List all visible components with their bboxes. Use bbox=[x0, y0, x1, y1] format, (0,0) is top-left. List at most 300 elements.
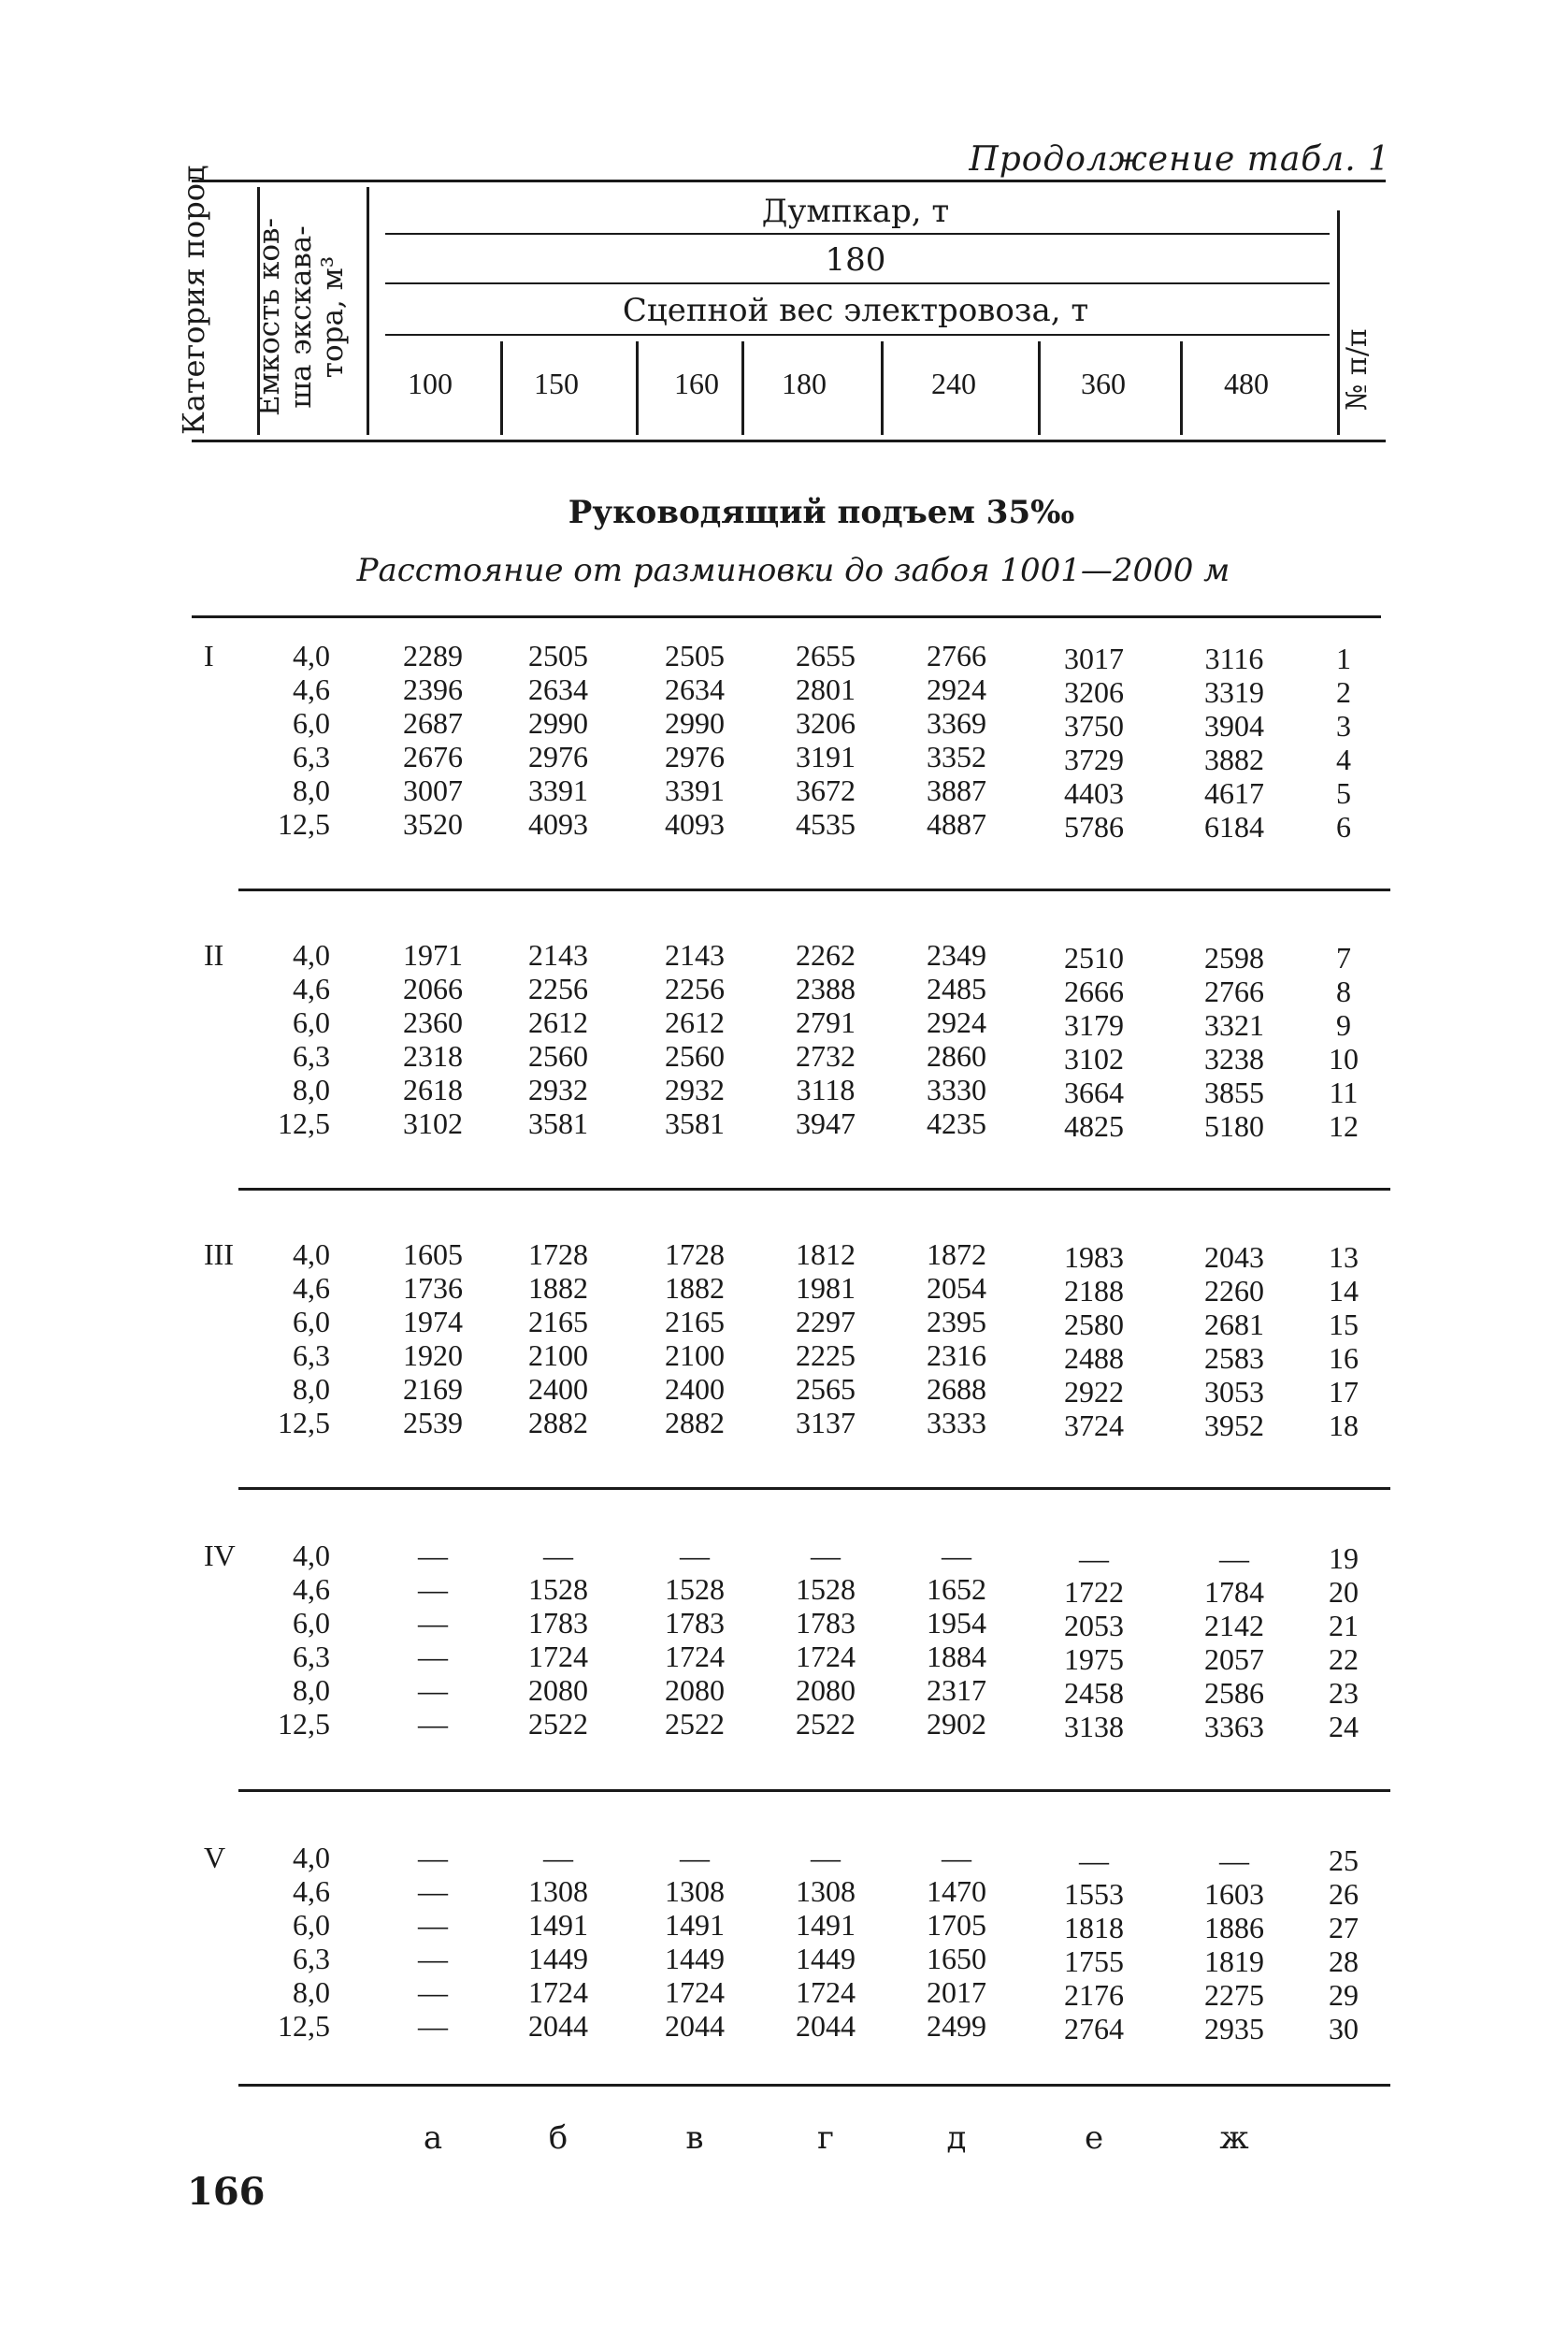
table-cell: 1652 bbox=[927, 1572, 986, 1606]
table-cell: 2396 bbox=[403, 672, 463, 706]
table-cell: 1724 bbox=[665, 1975, 725, 2009]
table-cell: 2485 bbox=[927, 972, 986, 1005]
table-cell: 1528 bbox=[665, 1572, 725, 1606]
column-letter: а bbox=[423, 2119, 443, 2157]
bucket-header bbox=[253, 195, 354, 439]
table-cell: 2053 bbox=[1064, 1609, 1124, 1642]
table-cell: 3369 bbox=[927, 706, 986, 740]
table-cell: 2316 bbox=[927, 1338, 986, 1372]
row-number: 27 bbox=[1329, 1911, 1359, 1944]
row-number: 4 bbox=[1336, 743, 1351, 776]
row-number: 7 bbox=[1336, 941, 1351, 975]
table-cell: — bbox=[1219, 1541, 1249, 1575]
weight-divider bbox=[500, 341, 503, 435]
table-cell: 2583 bbox=[1204, 1341, 1264, 1375]
row-number: 16 bbox=[1329, 1341, 1359, 1375]
table-cell: 1724 bbox=[528, 1640, 588, 1673]
table-cell: — bbox=[418, 1942, 448, 1975]
table-cell: 1470 bbox=[927, 1874, 986, 1908]
table-cell: 1308 bbox=[528, 1874, 588, 1908]
table-cell: 2080 bbox=[528, 1673, 588, 1707]
table-cell: 2990 bbox=[528, 706, 588, 740]
table-cell: 2598 bbox=[1204, 941, 1264, 975]
table-cell: 4403 bbox=[1064, 776, 1124, 810]
table-cell: 2922 bbox=[1064, 1375, 1124, 1409]
row-number: 18 bbox=[1329, 1409, 1359, 1442]
table-cell: 2586 bbox=[1204, 1676, 1264, 1710]
table-cell: — bbox=[418, 1673, 448, 1707]
table-cell: 2054 bbox=[927, 1271, 986, 1305]
row-number: 3 bbox=[1336, 709, 1351, 743]
bucket-capacity: 12,5 bbox=[278, 807, 330, 841]
row-number: 14 bbox=[1329, 1274, 1359, 1308]
table-cell: 2634 bbox=[665, 672, 725, 706]
table-cell: 3102 bbox=[1064, 1042, 1124, 1076]
table-cell: 1783 bbox=[665, 1606, 725, 1640]
table-cell: 2565 bbox=[796, 1372, 856, 1406]
table-cell: 1981 bbox=[796, 1271, 856, 1305]
table-cell: 2349 bbox=[927, 938, 986, 972]
row-number: 22 bbox=[1329, 1642, 1359, 1676]
table-cell: 3138 bbox=[1064, 1710, 1124, 1743]
row-number: 8 bbox=[1336, 975, 1351, 1008]
table-cell: 2902 bbox=[927, 1707, 986, 1741]
table-cell: — bbox=[418, 1975, 448, 2009]
table-cell: 1755 bbox=[1064, 1944, 1124, 1978]
table-cell: 3882 bbox=[1204, 743, 1264, 776]
table-cell: — bbox=[418, 2009, 448, 2043]
table-cell: 2165 bbox=[528, 1305, 588, 1338]
table-cell: 2044 bbox=[528, 2009, 588, 2043]
bucket-capacity: 12,5 bbox=[278, 1406, 330, 1439]
category-label: I bbox=[204, 639, 214, 672]
table-cell: 2687 bbox=[403, 706, 463, 740]
bucket-capacity: 6,3 bbox=[293, 740, 330, 773]
row-number: 12 bbox=[1329, 1109, 1359, 1143]
table-cell: 1971 bbox=[403, 938, 463, 972]
table-cell: 4617 bbox=[1204, 776, 1264, 810]
table-cell: 3238 bbox=[1204, 1042, 1264, 1076]
table-cell: 1449 bbox=[665, 1942, 725, 1975]
row-number: 9 bbox=[1336, 1008, 1351, 1042]
table-cell: 2505 bbox=[528, 639, 588, 672]
table-cell: 5180 bbox=[1204, 1109, 1264, 1143]
table-cell: 2488 bbox=[1064, 1341, 1124, 1375]
table-cell: 2400 bbox=[665, 1372, 725, 1406]
table-cell: 3581 bbox=[665, 1106, 725, 1140]
bucket-capacity: 4,0 bbox=[293, 1237, 330, 1271]
table-cell: 2764 bbox=[1064, 2012, 1124, 2045]
table-cell: 1491 bbox=[665, 1908, 725, 1942]
table-cell: 2791 bbox=[796, 1005, 856, 1039]
bucket-capacity: 4,0 bbox=[293, 1841, 330, 1874]
table-cell: 1650 bbox=[927, 1942, 986, 1975]
category-header: Категория пород bbox=[176, 165, 211, 435]
weight-divider bbox=[636, 341, 639, 435]
table-cell: 3191 bbox=[796, 740, 856, 773]
bucket-capacity: 4,0 bbox=[293, 1539, 330, 1572]
table-cell: 3520 bbox=[403, 807, 463, 841]
table-cell: 1954 bbox=[927, 1606, 986, 1640]
table-cell: 1812 bbox=[796, 1237, 856, 1271]
table-cell: 2882 bbox=[665, 1406, 725, 1439]
loco-weight-header: Сцепной вес электровоза, т bbox=[622, 292, 1089, 329]
bucket-capacity: 4,0 bbox=[293, 639, 330, 672]
header-divider bbox=[1337, 210, 1340, 435]
table-cell: 1528 bbox=[796, 1572, 856, 1606]
row-number: 25 bbox=[1329, 1843, 1359, 1877]
table-cell: 1728 bbox=[665, 1237, 725, 1271]
table-cell: 1722 bbox=[1064, 1575, 1124, 1609]
table-cell: 3116 bbox=[1204, 642, 1264, 675]
column-letter: б bbox=[548, 2119, 568, 2157]
category-label: III bbox=[204, 1237, 234, 1271]
bucket-capacity: 4,6 bbox=[293, 972, 330, 1005]
table-cell: 2395 bbox=[927, 1305, 986, 1338]
table-cell: 2801 bbox=[796, 672, 856, 706]
table-cell: 3363 bbox=[1204, 1710, 1264, 1743]
table-cell: 1783 bbox=[796, 1606, 856, 1640]
table-cell: 2860 bbox=[927, 1039, 986, 1073]
table-cell: 3319 bbox=[1204, 675, 1264, 709]
table-cell: 4093 bbox=[528, 807, 588, 841]
table-cell: 3053 bbox=[1204, 1375, 1264, 1409]
table-cell: — bbox=[418, 1606, 448, 1640]
category-label: V bbox=[204, 1841, 226, 1874]
group-rule bbox=[192, 615, 1381, 618]
table-cell: 2080 bbox=[665, 1673, 725, 1707]
group-rule bbox=[238, 2084, 1390, 2087]
row-number: 30 bbox=[1329, 2012, 1359, 2045]
table-cell: 2766 bbox=[927, 639, 986, 672]
bucket-capacity: 8,0 bbox=[293, 1975, 330, 2009]
table-cell: 1724 bbox=[665, 1640, 725, 1673]
table-cell: 2169 bbox=[403, 1372, 463, 1406]
table-cell: — bbox=[680, 1539, 710, 1572]
table-cell: 2165 bbox=[665, 1305, 725, 1338]
bucket-header-line: тора, м³ bbox=[316, 255, 350, 379]
row-number: 20 bbox=[1329, 1575, 1359, 1609]
table-cell: 3391 bbox=[528, 773, 588, 807]
table-cell: 2882 bbox=[528, 1406, 588, 1439]
bucket-capacity: 6,3 bbox=[293, 1942, 330, 1975]
header-bottom-rule bbox=[192, 440, 1386, 442]
table-cell: 2676 bbox=[403, 740, 463, 773]
table-cell: 4235 bbox=[927, 1106, 986, 1140]
bucket-capacity: 6,3 bbox=[293, 1640, 330, 1673]
row-number: 28 bbox=[1329, 1944, 1359, 1978]
table-cell: 2066 bbox=[403, 972, 463, 1005]
weight-header: 160 bbox=[674, 367, 719, 400]
table-cell: 1308 bbox=[665, 1874, 725, 1908]
group-rule bbox=[238, 1188, 1390, 1191]
table-cell: 1882 bbox=[665, 1271, 725, 1305]
table-cell: 2275 bbox=[1204, 1978, 1264, 2012]
bucket-header-line: Емкость ков- bbox=[252, 218, 286, 416]
table-cell: 2256 bbox=[528, 972, 588, 1005]
row-number: 23 bbox=[1329, 1676, 1359, 1710]
row-number: 5 bbox=[1336, 776, 1351, 810]
row-number: 26 bbox=[1329, 1877, 1359, 1911]
table-cell: 4093 bbox=[665, 807, 725, 841]
table-cell: 3887 bbox=[927, 773, 986, 807]
bucket-capacity: 6,0 bbox=[293, 1606, 330, 1640]
table-cell: 3179 bbox=[1064, 1008, 1124, 1042]
table-cell: 2388 bbox=[796, 972, 856, 1005]
table-cell: 2522 bbox=[528, 1707, 588, 1741]
bucket-capacity: 4,6 bbox=[293, 1874, 330, 1908]
table-cell: 3724 bbox=[1064, 1409, 1124, 1442]
column-letter: ж bbox=[1219, 2119, 1249, 2157]
table-cell: 2612 bbox=[665, 1005, 725, 1039]
weight-divider bbox=[1180, 341, 1183, 435]
table-cell: 2932 bbox=[528, 1073, 588, 1106]
table-cell: 2142 bbox=[1204, 1609, 1264, 1642]
weight-header: 100 bbox=[408, 367, 453, 400]
table-cell: — bbox=[811, 1539, 841, 1572]
table-cell: 1920 bbox=[403, 1338, 463, 1372]
bucket-capacity: 6,3 bbox=[293, 1338, 330, 1372]
table-cell: 2976 bbox=[665, 740, 725, 773]
row-number: 19 bbox=[1329, 1541, 1359, 1575]
table-cell: 2990 bbox=[665, 706, 725, 740]
table-cell: 2634 bbox=[528, 672, 588, 706]
table-cell: 2057 bbox=[1204, 1642, 1264, 1676]
table-cell: 2043 bbox=[1204, 1240, 1264, 1274]
weight-divider bbox=[1038, 341, 1041, 435]
table-cell: — bbox=[942, 1841, 971, 1874]
table-cell: 3102 bbox=[403, 1106, 463, 1140]
row-number: 1 bbox=[1336, 642, 1351, 675]
table-cell: 2080 bbox=[796, 1673, 856, 1707]
bucket-capacity: 4,6 bbox=[293, 1271, 330, 1305]
table-cell: — bbox=[418, 1572, 448, 1606]
bucket-capacity: 8,0 bbox=[293, 1073, 330, 1106]
bucket-capacity: 12,5 bbox=[278, 2009, 330, 2043]
row-number: 2 bbox=[1336, 675, 1351, 709]
row-number: 11 bbox=[1329, 1076, 1359, 1109]
table-cell: 2017 bbox=[927, 1975, 986, 2009]
table-cell: 1308 bbox=[796, 1874, 856, 1908]
table-cell: 1784 bbox=[1204, 1575, 1264, 1609]
table-cell: 2289 bbox=[403, 639, 463, 672]
table-cell: 3672 bbox=[796, 773, 856, 807]
table-cell: 2458 bbox=[1064, 1676, 1124, 1710]
column-letter: в bbox=[685, 2119, 704, 2157]
table-cell: 2044 bbox=[665, 2009, 725, 2043]
table-cell: 2935 bbox=[1204, 2012, 1264, 2045]
row-number: 21 bbox=[1329, 1609, 1359, 1642]
section-subtitle: Расстояние от разминовки до забоя 1001—2000 м bbox=[356, 552, 1230, 589]
table-cell: 1884 bbox=[927, 1640, 986, 1673]
weight-divider bbox=[881, 341, 884, 435]
column-letter: д bbox=[946, 2119, 967, 2157]
table-cell: 1983 bbox=[1064, 1240, 1124, 1274]
table-cell: 2262 bbox=[796, 938, 856, 972]
page-number: 166 bbox=[187, 2170, 266, 2214]
row-number: 6 bbox=[1336, 810, 1351, 844]
table-cell: 2522 bbox=[665, 1707, 725, 1741]
column-letter: е bbox=[1084, 2119, 1104, 2157]
table-cell: — bbox=[942, 1539, 971, 1572]
table-cell: 2260 bbox=[1204, 1274, 1264, 1308]
bucket-capacity: 12,5 bbox=[278, 1707, 330, 1741]
table-cell: 1728 bbox=[528, 1237, 588, 1271]
header-divider bbox=[367, 187, 369, 435]
table-cell: 2499 bbox=[927, 2009, 986, 2043]
row-number: 17 bbox=[1329, 1375, 1359, 1409]
table-cell: 2044 bbox=[796, 2009, 856, 2043]
table-cell: 2732 bbox=[796, 1039, 856, 1073]
table-cell: — bbox=[418, 1539, 448, 1572]
table-cell: 3321 bbox=[1204, 1008, 1264, 1042]
table-cell: — bbox=[418, 1640, 448, 1673]
table-cell: 3750 bbox=[1064, 709, 1124, 743]
table-cell: 3729 bbox=[1064, 743, 1124, 776]
dumpcar-value: 180 bbox=[825, 241, 886, 279]
table-cell: 2655 bbox=[796, 639, 856, 672]
group-rule bbox=[238, 1789, 1390, 1792]
table-cell: 3206 bbox=[796, 706, 856, 740]
table-cell: 2188 bbox=[1064, 1274, 1124, 1308]
table-cell: 3952 bbox=[1204, 1409, 1264, 1442]
table-cell: 2932 bbox=[665, 1073, 725, 1106]
table-cell: 1736 bbox=[403, 1271, 463, 1305]
table-cell: 3391 bbox=[665, 773, 725, 807]
row-number: 10 bbox=[1329, 1042, 1359, 1076]
table-cell: 6184 bbox=[1204, 810, 1264, 844]
table-cell: 1603 bbox=[1204, 1877, 1264, 1911]
weight-header: 150 bbox=[534, 367, 579, 400]
table-cell: 2100 bbox=[665, 1338, 725, 1372]
table-cell: — bbox=[1219, 1843, 1249, 1877]
bucket-capacity: 12,5 bbox=[278, 1106, 330, 1140]
continuation-label: Продолжение табл. 1 bbox=[969, 140, 1390, 179]
table-cell: 1724 bbox=[528, 1975, 588, 2009]
table-cell: 3206 bbox=[1064, 675, 1124, 709]
weight-header: 360 bbox=[1081, 367, 1126, 400]
category-label: IV bbox=[204, 1539, 236, 1572]
bucket-capacity: 8,0 bbox=[293, 773, 330, 807]
table-cell: 2143 bbox=[665, 938, 725, 972]
table-cell: 4535 bbox=[796, 807, 856, 841]
table-cell: — bbox=[543, 1841, 573, 1874]
table-cell: 2360 bbox=[403, 1005, 463, 1039]
bucket-capacity: 8,0 bbox=[293, 1372, 330, 1406]
table-cell: 2580 bbox=[1064, 1308, 1124, 1341]
number-header: № п/п bbox=[1341, 327, 1374, 412]
table-cell: — bbox=[680, 1841, 710, 1874]
header-rule bbox=[385, 334, 1330, 336]
table-cell: 1528 bbox=[528, 1572, 588, 1606]
table-cell: 2176 bbox=[1064, 1978, 1124, 2012]
table-cell: 2924 bbox=[927, 1005, 986, 1039]
table-cell: 2100 bbox=[528, 1338, 588, 1372]
table-cell: 1491 bbox=[796, 1908, 856, 1942]
table-cell: 1491 bbox=[528, 1908, 588, 1942]
table-cell: 1705 bbox=[927, 1908, 986, 1942]
table-cell: 3007 bbox=[403, 773, 463, 807]
table-cell: 3855 bbox=[1204, 1076, 1264, 1109]
table-cell: 2612 bbox=[528, 1005, 588, 1039]
table-cell: 3581 bbox=[528, 1106, 588, 1140]
table-cell: 3017 bbox=[1064, 642, 1124, 675]
table-cell: — bbox=[811, 1841, 841, 1874]
header-rule bbox=[385, 233, 1330, 235]
group-rule bbox=[238, 1487, 1390, 1490]
table-cell: 2681 bbox=[1204, 1308, 1264, 1341]
table-cell: 3947 bbox=[796, 1106, 856, 1140]
bucket-capacity: 4,0 bbox=[293, 938, 330, 972]
table-cell: 2976 bbox=[528, 740, 588, 773]
bucket-capacity: 6,0 bbox=[293, 1005, 330, 1039]
table-cell: 2618 bbox=[403, 1073, 463, 1106]
bucket-capacity: 4,6 bbox=[293, 1572, 330, 1606]
table-cell: 1974 bbox=[403, 1305, 463, 1338]
table-cell: 5786 bbox=[1064, 810, 1124, 844]
weight-header: 180 bbox=[782, 367, 827, 400]
weight-divider bbox=[741, 341, 744, 435]
table-cell: 1872 bbox=[927, 1237, 986, 1271]
row-number: 29 bbox=[1329, 1978, 1359, 2012]
table-cell: 3904 bbox=[1204, 709, 1264, 743]
table-cell: — bbox=[418, 1707, 448, 1741]
row-number: 15 bbox=[1329, 1308, 1359, 1341]
table-cell: 2317 bbox=[927, 1673, 986, 1707]
table-cell: — bbox=[418, 1908, 448, 1942]
table-cell: 2688 bbox=[927, 1372, 986, 1406]
row-number: 24 bbox=[1329, 1710, 1359, 1743]
table-cell: — bbox=[418, 1841, 448, 1874]
table-cell: 1605 bbox=[403, 1237, 463, 1271]
table-cell: — bbox=[1079, 1843, 1109, 1877]
bucket-capacity: 6,0 bbox=[293, 706, 330, 740]
table-cell: 1553 bbox=[1064, 1877, 1124, 1911]
table-cell: 3664 bbox=[1064, 1076, 1124, 1109]
table-cell: 1975 bbox=[1064, 1642, 1124, 1676]
table-cell: 1449 bbox=[528, 1942, 588, 1975]
bucket-header-line: ша экскава- bbox=[284, 225, 318, 409]
weight-header: 480 bbox=[1224, 367, 1269, 400]
table-cell: 1818 bbox=[1064, 1911, 1124, 1944]
table-cell: 2143 bbox=[528, 938, 588, 972]
table-cell: 2225 bbox=[796, 1338, 856, 1372]
table-cell: 2510 bbox=[1064, 941, 1124, 975]
column-letter: г bbox=[817, 2119, 834, 2157]
bucket-capacity: 4,6 bbox=[293, 672, 330, 706]
bucket-capacity: 8,0 bbox=[293, 1673, 330, 1707]
table-cell: 1783 bbox=[528, 1606, 588, 1640]
table-cell: 2505 bbox=[665, 639, 725, 672]
bucket-capacity: 6,0 bbox=[293, 1908, 330, 1942]
table-cell: 4887 bbox=[927, 807, 986, 841]
table-cell: 2560 bbox=[528, 1039, 588, 1073]
table-cell: 1724 bbox=[796, 1975, 856, 2009]
group-rule bbox=[238, 889, 1390, 891]
table-cell: 3333 bbox=[927, 1406, 986, 1439]
table-cell: 4825 bbox=[1064, 1109, 1124, 1143]
table-cell: 2766 bbox=[1204, 975, 1264, 1008]
table-cell: 1819 bbox=[1204, 1944, 1264, 1978]
table-cell: 1886 bbox=[1204, 1911, 1264, 1944]
table-cell: 2539 bbox=[403, 1406, 463, 1439]
table-cell: 2924 bbox=[927, 672, 986, 706]
row-number: 13 bbox=[1329, 1240, 1359, 1274]
table-cell: 2318 bbox=[403, 1039, 463, 1073]
bucket-capacity: 6,3 bbox=[293, 1039, 330, 1073]
header-rule bbox=[385, 282, 1330, 284]
table-cell: 2522 bbox=[796, 1707, 856, 1741]
